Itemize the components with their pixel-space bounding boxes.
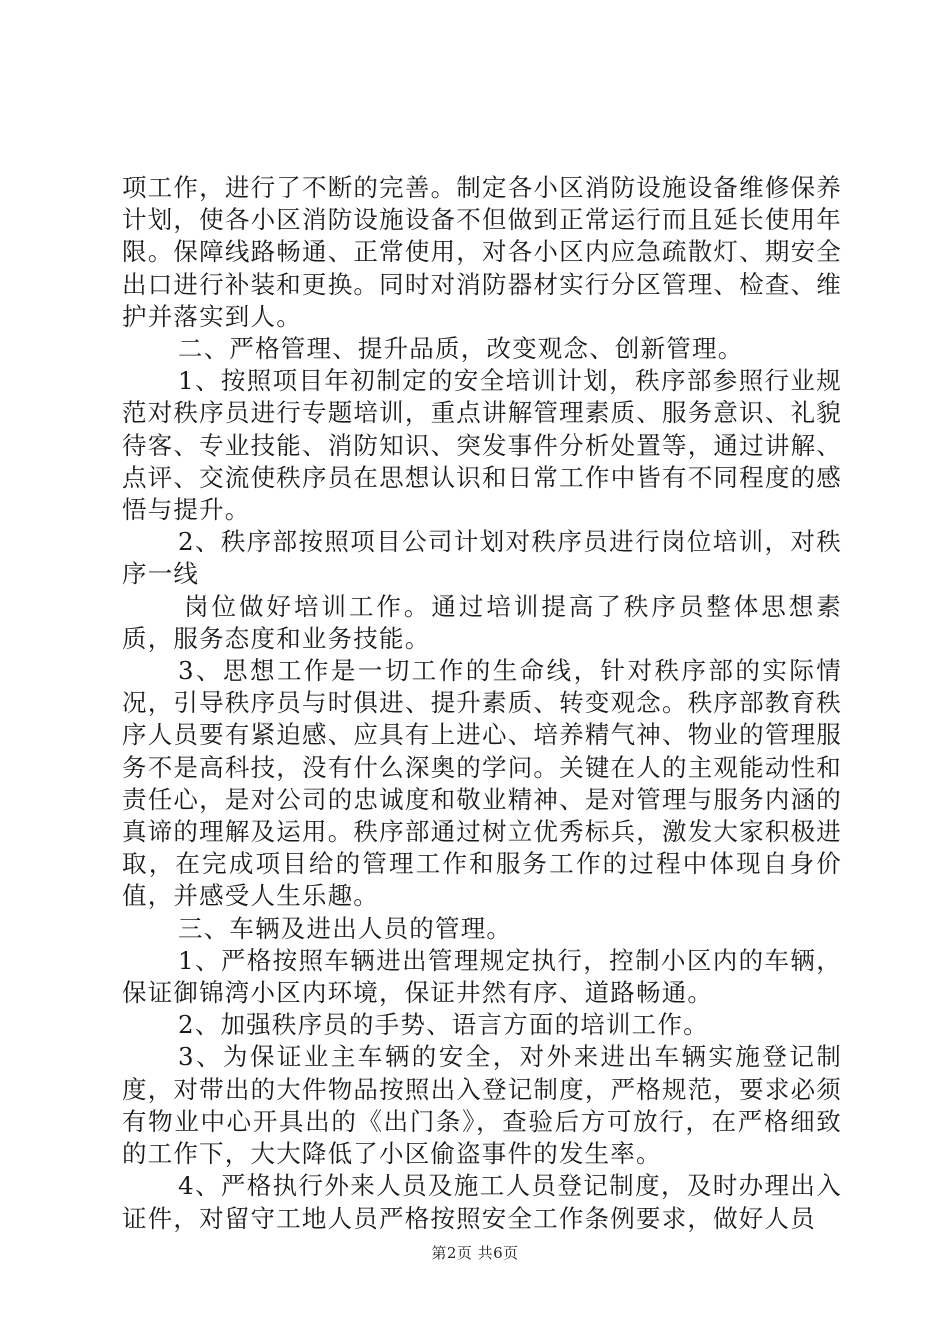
section-heading-two: 二、严格管理、提升品质，改变观念、创新管理。 [178,334,744,364]
page-footer [0,1242,950,1263]
paragraph-gesture-training: 2、加强秩序员的手势、语言方面的培训工作。 [178,1010,709,1040]
paragraph-vehicle-registration: 3、为保证业主车辆的安全，对外来进出车辆实施登记制度，对带出的大件物品按照出入登记制度，严格规范，要求必须有物业中心开具出的《出门条》，查验后方可放行，在严格细致的工作下，大大降低了小区偷盗事件的发生率。 [122,1042,842,1169]
paragraph-vehicle-rules: 1、严格按照车辆进出管理规定执行，控制小区内的车辆，保证御锦湾小区内环境，保证井然有序、道路畅通。 [122,945,842,1008]
paragraph-post-training-cont: 岗位做好培训工作。通过培训提高了秩序员整体思想素质，服务态度和业务技能。 [122,591,842,653]
paragraph-visitor-registration: 4、严格执行外来人员及施工人员登记制度，及时办理出入证件，对留守工地人员严格按照安全工作条例要求，做好人员 [122,1171,842,1233]
paragraph-training-plan: 1、按照项目年初制定的安全培训计划，秩序部参照行业规范对秩序员进行专题培训，重点讲解管理素质、服务意识、礼貌待客、专业技能、消防知识、突发事件分析处置等，通过讲解、点评、交流使秩序员在思想认识和日常工作中皆有不同程度的感悟与提升。 [122,366,842,525]
paragraph-post-training: 2、秩序部按照项目公司计划对秩序员进行岗位培训，对秩序一线 [122,527,842,589]
paragraph-fire-facilities: 项工作，进行了不断的完善。制定各小区消防设施设备维修保养计划，使各小区消防设施设备不但做到正常运行而且延长使用年限。保障线路畅通、正常使用，对各小区内应急疏散灯、期安全出口进行补装和更换。同时对消防器材实行分区管理、检查、维护并落实到人。 [122,173,842,331]
section-heading-three: 三、车辆及进出人员的管理。 [178,913,513,943]
page-number-label: 第2页 共6页 [431,1244,519,1262]
paragraph-ideology-work: 3、思想工作是一切工作的生命线，针对秩序部的实际情况，引导秩序员与时俱进、提升素质、转变观念。秩序部教育秩序人员要有紧迫感、应具有上进心、培养精气神、物业的管理服务不是高科技，没有什么深奥的学问。关键在人的主观能动性和责任心，是对公司的忠诚度和敬业精神、是对管理与服务内涵的真谛的理解及运用。秩序部通过树立优秀标兵，激发大家积极进取，在完成项目给的管理工作和服务工作的过程中体现自身价值，并感受人生乐趣。 [122,656,842,911]
document-body [122,172,842,1235]
